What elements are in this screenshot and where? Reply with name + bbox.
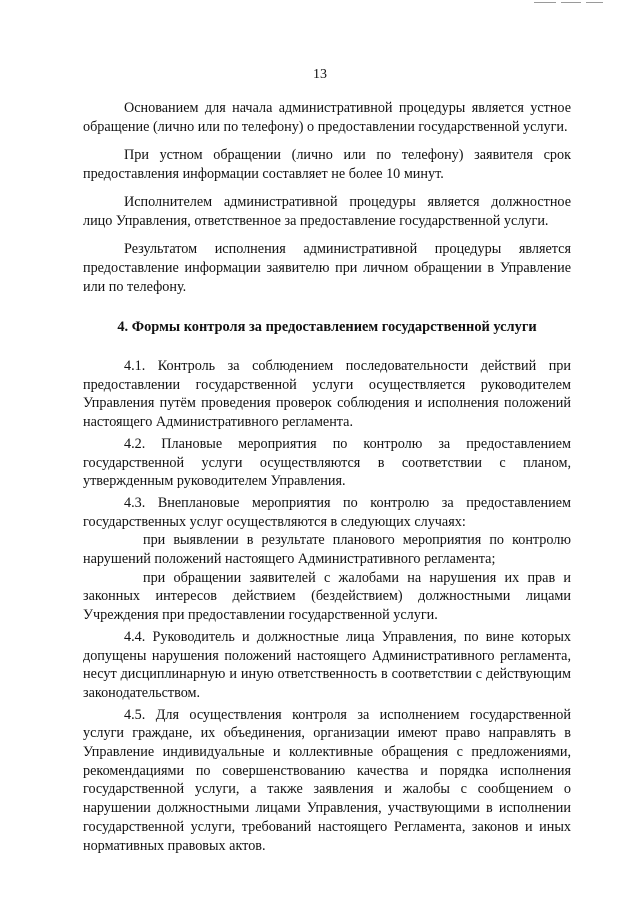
scan-corner-marks xyxy=(534,0,604,6)
paragraph-4-2: 4.2. Плановые мероприятия по контролю за предоставлением государственной услуги осуществляются в соответствии с планом, утвержденным руководителем Управления. xyxy=(83,435,571,490)
paragraph-4-5: 4.5. Для осуществления контроля за исполнением государственной услуги граждане, их объединения, организации имеют право направлять в Управление индивидуальные и коллективные обращения с предложениями, рекомендациями по совершенствованию качества и порядка исполнения государственной услуги, а также заявления и жалобы с сообщением о нарушении должностными лицами Управления, участвующими в исполнении государственной услуги, требований настоящего Регламента, законов и иных нормативных правовых актов. xyxy=(83,706,571,854)
section-4-body xyxy=(83,357,571,855)
paragraph-4-4: 4.4. Руководитель и должностные лица Управления, по вине которых допущены нарушения положений настоящего Административного регламента, несут дисциплинарную и иную ответственность в соответствии с действующим законодательством. xyxy=(83,628,571,701)
paragraph-result: Результатом исполнения административной процедуры является предоставление информации заявителю при личном обращении в Управление или по телефону. xyxy=(83,241,571,295)
page-number: 13 xyxy=(313,67,327,82)
paragraph-4-3: 4.3. Внеплановые мероприятия по контролю за предоставлением государственных услуг осуществляются в следующих случаях: xyxy=(83,494,571,530)
paragraph-4-3-case-1: при выявлении в результате планового мероприятия по контролю нарушений положений настоящего Административного регламента; xyxy=(83,532,571,568)
paragraph-deadline: При устном обращении (лично или по телефону) заявителя срок предоставления информации составляет не более 10 минут. xyxy=(83,147,571,182)
paragraph-basis: Основанием для начала административной процедуры является устное обращение (лично или по телефону) о предоставлении государственной услуги. xyxy=(83,100,571,135)
paragraph-executor: Исполнителем административной процедуры является должностное лицо Управления, ответственное за предоставление государственной услуги. xyxy=(83,194,571,229)
document-body xyxy=(83,99,571,855)
paragraph-4-3-case-2: при обращении заявителей с жалобами на нарушения их прав и законных интересов действием (бездействием) должностными лицами Учреждения при предоставлении государственной услуги. xyxy=(83,569,571,624)
paragraph-4-1: 4.1. Контроль за соблюдением последовательности действий при предоставлении государственной услуги осуществляется руководителем Управления путём проведения проверок соблюдения и исполнения положений настоящего Административного регламента. xyxy=(83,358,571,431)
section-heading: 4. Формы контроля за предоставлением государственной услуги xyxy=(117,319,537,335)
